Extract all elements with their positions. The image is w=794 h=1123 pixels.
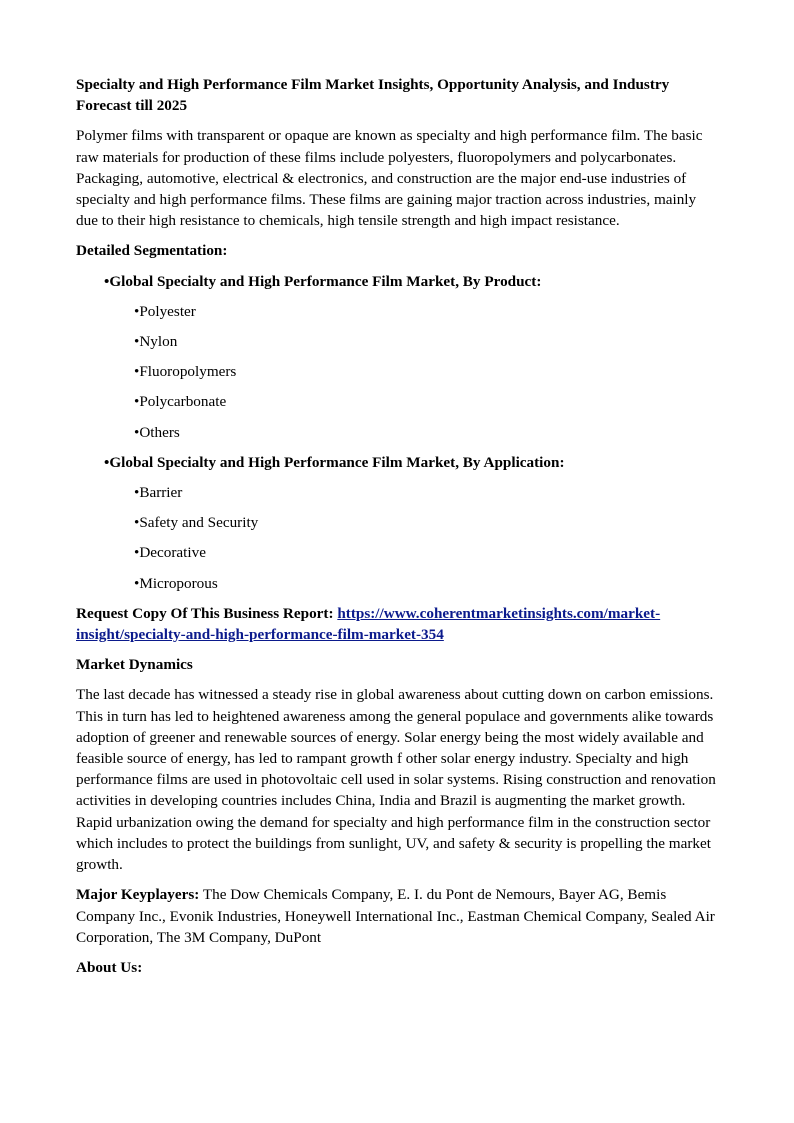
list-item: •Nylon xyxy=(134,333,178,351)
keyplayers-text: The Dow Chemicals Company, E. I. du Pont de Nemours, Bayer AG, Bemis Company Inc., Evonik Industries, Honeywell International Inc., Eastman Chemical Company, Sealed Air Corporation, The 3M Company, DuPont xyxy=(76,886,715,946)
document-page xyxy=(76,74,716,987)
list-item: •Polyester xyxy=(134,302,196,320)
document-title: Specialty and High Performance Film Market Insights, Opportunity Analysis, and Industry Forecast till 2025 xyxy=(76,76,670,115)
segment-group-application: •Global Specialty and High Performance Film Market, By Application: xyxy=(104,453,565,471)
list-item: •Safety and Security xyxy=(134,514,259,532)
market-dynamics-heading: Market Dynamics xyxy=(76,656,193,674)
request-copy-line xyxy=(76,603,716,645)
list-item: •Barrier xyxy=(134,484,183,502)
segmentation-heading: Detailed Segmentation: xyxy=(76,242,228,260)
list-item: •Microporous xyxy=(134,574,218,592)
report-link[interactable]: https://www.coherentmarketinsights.com/market-insight/specialty-and-high-performance-film-market-354 xyxy=(76,604,661,644)
request-copy-label: Request Copy Of This Business Report: xyxy=(76,604,334,622)
market-dynamics-paragraph: The last decade has witnessed a steady rise in global awareness about cutting down on carbon emissions. This in turn has led to heightened awareness among the general populace and governments alike towards adoption of greener and renewable sources of energy. Solar energy being the most widely available and feasible source of energy, has led to rampant growth f other solar energy industry. Specialty and high performance films are used in photovoltaic cell used in solar systems. Rising construction and renovation activities in developing countries includes China, India and Brazil is augmenting the market growth. Rapid urbanization owing the demand for specialty and high performance film in the construction sector which includes to protect the buildings from sunlight, UV, and safety & security is propelling the market growth. xyxy=(76,686,716,874)
list-item: •Others xyxy=(134,423,180,441)
list-item: •Decorative xyxy=(134,544,206,562)
keyplayers-label: Major Keyplayers: xyxy=(76,886,200,904)
about-us-heading: About Us: xyxy=(76,958,143,976)
keyplayers-line xyxy=(76,884,716,948)
intro-paragraph: Polymer films with transparent or opaque are known as specialty and high performance film. The basic raw materials for production of these films include polyesters, fluoropolymers and polycarbonates. Packaging, automotive, electrical & electronics, and construction are the major end-use industries of specialty and high performance films. These films are gaining major traction across industries, mainly due to their high resistance to chemicals, high tensile strength and high impact resistance. xyxy=(76,127,703,230)
list-item: •Polycarbonate xyxy=(134,393,227,411)
segment-group-product: •Global Specialty and High Performance Film Market, By Product: xyxy=(104,272,542,290)
list-item: •Fluoropolymers xyxy=(134,363,237,381)
